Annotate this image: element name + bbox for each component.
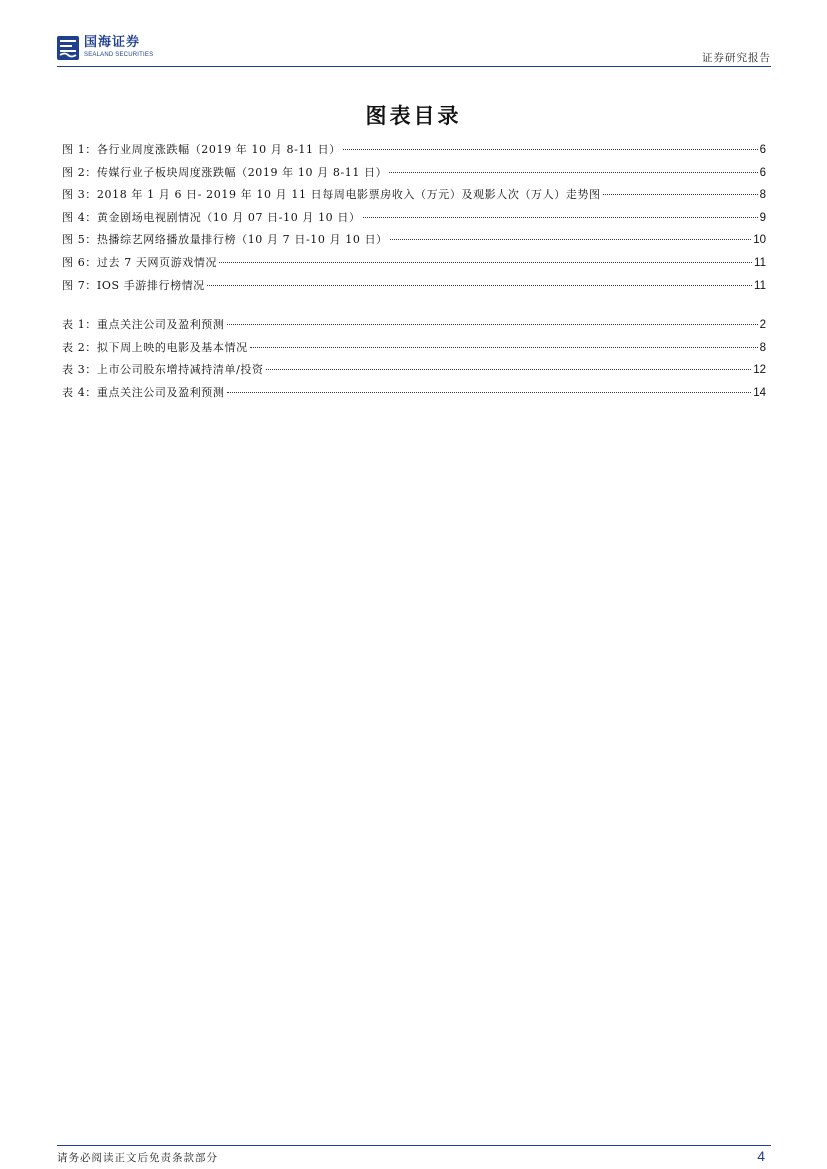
header-divider [57,66,771,67]
dot-leader [603,193,758,195]
toc-entry-page: 2 [759,319,766,331]
dot-leader [207,284,752,286]
page-title: 图表目录 [365,104,462,128]
footer-divider [57,1145,771,1146]
toc-entry-page: 10 [753,234,766,247]
toc-entry-figure-6[interactable] [62,252,766,275]
toc-entry-table-1[interactable] [62,314,766,337]
toc-entry-table-2[interactable] [62,337,766,360]
toc-entry-page: 8 [759,341,766,354]
toc-entry-label: 图 4：黄金剧场电视剧情况（10 月 07 日-10 月 10 日） [62,210,361,224]
report-type-label: 证券研究报告 [702,52,771,64]
toc-entry-page: 6 [759,166,766,179]
toc-entry-page: 12 [753,364,766,377]
toc-entry-figure-4[interactable] [62,207,766,230]
table-list [62,314,766,404]
toc-entry-page: 8 [759,189,766,202]
toc-entry-table-4[interactable] [62,382,766,405]
dot-leader [389,171,757,173]
page-header [57,34,771,66]
company-logo [57,36,153,60]
dot-leader [343,148,758,150]
toc-entry-table-3[interactable] [62,359,766,382]
toc-entry-label: 图 3：2018 年 1 月 6 日- 2019 年 10 月 11 日每周电影票房收入（万元）及观影人次（万人）走势图 [62,188,601,202]
toc-entry-label: 图 2：传媒行业子板块周度涨跌幅（2019 年 10 月 8-11 日） [62,165,388,179]
toc-entry-page: 14 [753,386,766,399]
sealand-logo-icon [57,36,79,60]
page-number: 4 [757,1148,765,1164]
dot-leader [250,346,758,348]
toc-entry-page: 6 [759,144,766,156]
logo-english-name: SEALAND SECURITIES [84,52,154,58]
toc-entry-label: 图 6：过去 7 天网页游戏情况 [62,255,218,269]
dot-leader [363,216,758,218]
toc-entry-label: 表 4：重点关注公司及盈利预测 [62,385,225,399]
toc-entry-label: 图 5：热播综艺网络播放量排行榜（10 月 7 日-10 月 10 日） [62,233,388,247]
toc-entry-label: 图 7：IOS 手游排行榜情况 [62,278,205,292]
toc-entry-label: 表 3：上市公司股东增持减持清单/投资 [62,363,264,377]
dot-leader [266,368,752,370]
toc-entry-label: 图 1：各行业周度涨跌幅（2019 年 10 月 8-11 日） [62,143,341,156]
toc-entry-page: 11 [754,279,766,292]
toc-entry-figure-7[interactable] [62,275,766,298]
dot-leader [227,391,752,393]
dot-leader [219,261,752,263]
dot-leader [227,323,758,325]
toc-entry-figure-2[interactable] [62,162,766,185]
toc-entry-figure-3[interactable] [62,184,766,207]
toc-entry-page: 9 [759,211,766,224]
figure-list [62,139,766,297]
dot-leader [390,238,751,240]
toc-entry-figure-5[interactable] [62,229,766,252]
toc-entry-label: 表 2：拟下周上映的电影及基本情况 [62,340,248,354]
toc-entry-page: 11 [754,256,766,269]
logo-chinese-name: 国海证券 [84,35,141,50]
toc-entry-label: 表 1：重点关注公司及盈利预测 [62,318,225,331]
toc-entry-figure-1[interactable] [62,139,766,162]
disclaimer-note: 请务必阅读正文后免责条款部分 [57,1152,218,1164]
